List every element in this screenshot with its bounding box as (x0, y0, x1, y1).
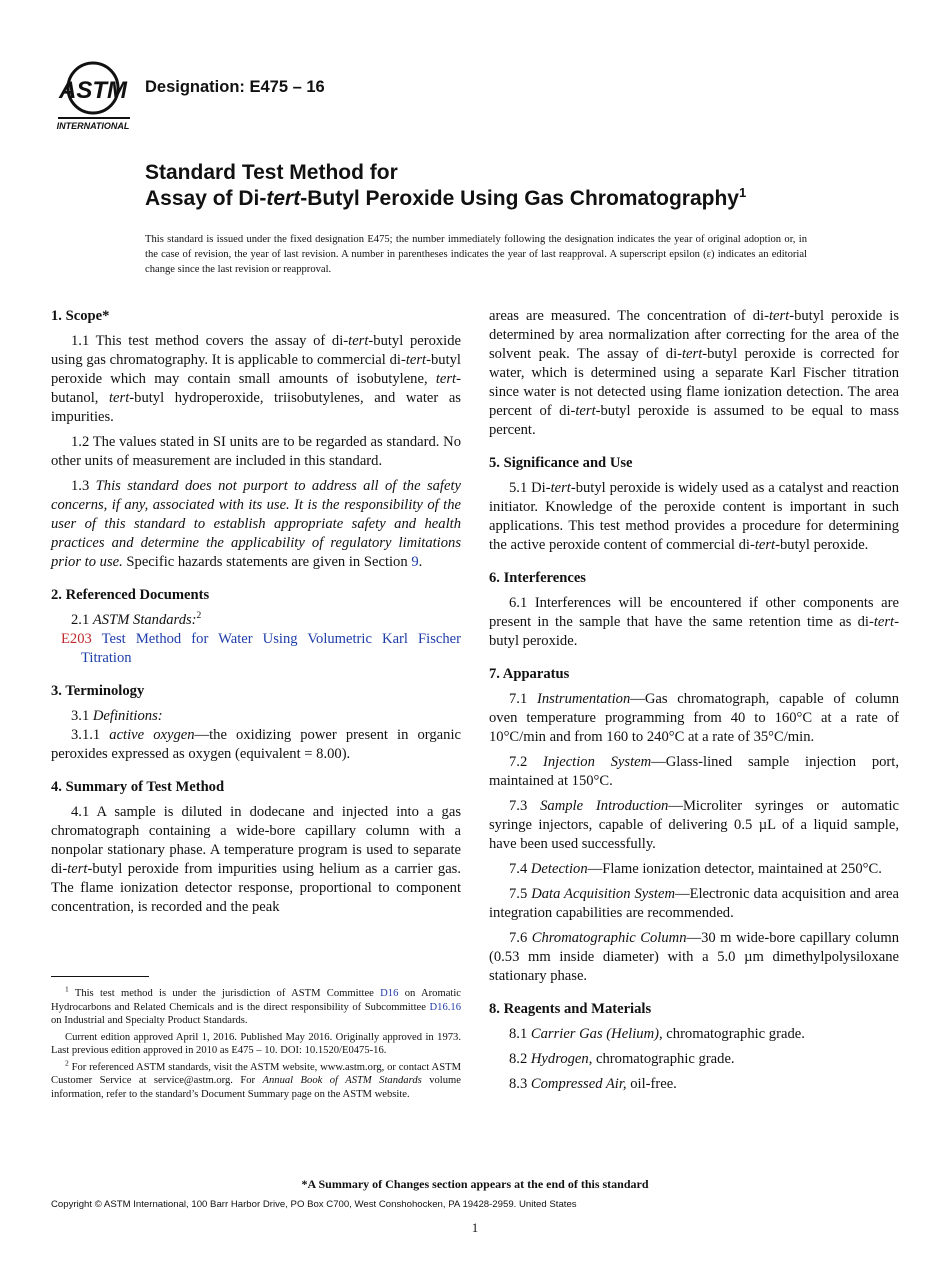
section-heading: 1. Scope* (51, 308, 110, 324)
paragraph-4-1-continued: areas are measured. The concentration of di-tert-butyl peroxide is determined by area normalization after correcting for the area of the solvent peak. The assay of di-tert-butyl peroxide is corrected for water, which is determined using a separate Karl Fischer titration since water is not detected using flame ionization detection. The area percent of di-tert-butyl peroxide is assumed to be equal to mass percent. (489, 308, 899, 438)
footnote-1: $^1$ This test method is under the jurisdiction of ASTM Committee D16 on Aromatic Hydrocarbons and Related Chemicals and is the direct responsibility of Subcommittee D16.16 on Industrial and Specialty Product Standards. (51, 984, 461, 1026)
section-summary (51, 778, 461, 917)
title-text: Assay of Di- (145, 187, 267, 210)
paragraph-6-1: 6.1 Interferences will be encountered if other components are present in the sample that have the same retention time as di-tert-butyl peroxide. (489, 595, 899, 649)
paragraph-1-3: 1.3 This standard does not purport to address all of the safety concerns, if any, associated with its use. It is the responsibility of the user of this standard to establish appropriate safety and health practices and determine the applicability of regulatory limitations prior to use. Specific hazards statements are given in Section 9. (51, 478, 461, 570)
section-interferences (489, 569, 899, 651)
section-terminology (51, 682, 461, 764)
paragraph-3-1: 3.1 Definitions: (71, 708, 163, 724)
paragraph-1-2: 1.2 The values stated in SI units are to be regarded as standard. No other units of measurement are included in this standard. (51, 434, 461, 469)
title-line-1: Standard Test Method for (145, 161, 398, 184)
paragraph-7-2: 7.2 Injection System—Glass-lined sample injection port, maintained at 150°C. (489, 754, 899, 789)
paragraph-5-1: 5.1 Di-tert-butyl peroxide is widely used as a catalyst and reaction initiator. Knowledge of the peroxide content is important in such applications. This test method provides a procedure for determining the active peroxide content of commercial di-tert-butyl peroxide. (489, 480, 899, 553)
footnote-2: $^2$ For referenced ASTM standards, visit the ASTM website, www.astm.org, or contact ASTM Customer Service at service@astm.org. For Annual Book of ASTM Standards volume information, refer to the standard’s Document Summary page on the ASTM website. (51, 1057, 461, 1100)
paragraph-8-1: 8.1 Carrier Gas (Helium), chromatographic grade. (509, 1026, 805, 1042)
left-column (51, 307, 461, 931)
section-apparatus (489, 665, 899, 986)
section-heading: 7. Apparatus (489, 666, 570, 682)
designation: Designation: E475 – 16 (145, 78, 325, 96)
astm-logo (50, 60, 136, 132)
section-significance (489, 454, 899, 555)
footnote-rule (51, 976, 149, 977)
page-number: 1 (471, 1221, 479, 1235)
paragraph-2-1: 2.1 ASTM Standards:$^2$ (71, 611, 202, 628)
title-text: -Butyl Peroxide Using Gas Chromatography (300, 187, 739, 210)
paragraph-7-5: 7.5 Data Acquisition System—Electronic data acquisition and area integration capabilities are recommended. (489, 886, 899, 921)
logo-text: ASTM (59, 77, 127, 104)
paragraph-7-3: 7.3 Sample Introduction—Microliter syringes or automatic syringe injectors, capable of delivering 0.5 µL of a liquid sample, have been used successfully. (489, 798, 900, 852)
logo-subtext: INTERNATIONAL (56, 121, 130, 131)
section-heading: 5. Significance and Use (489, 455, 633, 471)
footnote-1-edition: Current edition approved April 1, 2016. Published May 2016. Originally approved in 1973. Last previous edition approved in 2010 as E475 – 10. DOI: 10.1520/E0475-16. (51, 1031, 461, 1056)
paragraph-7-6: 7.6 Chromatographic Column—30 m wide-bore capillary column (0.53 mm inside diameter) with a 5.0 µm dimethylpolysiloxane stationary phase. (489, 930, 899, 984)
ref-title-link[interactable]: Test Method for Water Using Volumetric Karl Fischer Titration (81, 631, 461, 666)
document-title (145, 160, 925, 212)
right-column (489, 307, 899, 1108)
section-heading: 3. Terminology (51, 683, 145, 699)
issue-note: This standard is issued under the fixed designation E475; the number immediately following the designation indicates the year of original adoption or, in the case of revision, the year of last revision. A number in parentheses indicates the year of last reapproval. A superscript epsilon (ε) indicates an editorial change since the last revision or reapproval. (145, 234, 807, 275)
section-heading: 4. Summary of Test Method (51, 779, 225, 795)
section-heading: 2. Referenced Documents (51, 587, 210, 603)
d16-16-link[interactable]: D16.16 (429, 1001, 461, 1013)
summary-of-changes-note: *A Summary of Changes section appears at the end of this standard (301, 1177, 649, 1191)
section-referenced-documents (51, 586, 461, 668)
d16-link[interactable]: D16 (380, 988, 399, 999)
section-summary-continued (489, 307, 899, 440)
paragraph-4-1: 4.1 A sample is diluted in dodecane and injected into a gas chromatograph containing a wide-bore capillary column with a nonpolar stationary phase. A temperature program is used to separate di-tert-butyl peroxide from impurities using helium as a carrier gas. The flame ionization detector response, proportional to component concentration, is recorded and the peak (51, 804, 461, 915)
section-reagents (489, 1000, 899, 1094)
ref-code-link[interactable]: E203 (61, 631, 92, 647)
title-italic: tert (266, 187, 301, 210)
title-footnote-mark: 1 (738, 185, 747, 200)
paragraph-3-1-1: 3.1.1 active oxygen—the oxidizing power present in organic peroxides expressed as oxygen (equivalent = 8.00). (51, 727, 461, 762)
section-9-link[interactable]: 9 (411, 554, 419, 570)
title-line-2 (145, 186, 925, 212)
section-scope (51, 307, 461, 572)
paragraph-8-2: 8.2 Hydrogen, chromatographic grade. (509, 1051, 735, 1067)
paragraph-8-3: 8.3 Compressed Air, oil-free. (509, 1076, 677, 1092)
copyright-line: Copyright © ASTM International, 100 Barr Harbor Drive, PO Box C700, West Conshohocken, PA 19428-2959. United States (51, 1199, 577, 1210)
paragraph-7-1: 7.1 Instrumentation—Gas chromatograph, capable of column oven temperature programming from 40 to 160°C at a rate of 10°C/min and from 160 to 240°C at a rate of 35°C/min. (489, 691, 899, 745)
footnotes (51, 984, 461, 1104)
paragraph-1-1: 1.1 This test method covers the assay of di-tert-butyl peroxide using gas chromatography. It is applicable to commercial di-tert-butyl peroxide which may contain small amounts of isobutylene, tert-butanol, tert-butyl hydroperoxide, triisobutylenes, and water as impurities. (51, 333, 461, 425)
section-heading: 8. Reagents and Materials (489, 1001, 652, 1017)
section-heading: 6. Interferences (489, 570, 586, 586)
reference-e203[interactable] (51, 630, 461, 668)
paragraph-7-4: 7.4 Detection—Flame ionization detector, maintained at 250°C. (509, 861, 882, 877)
